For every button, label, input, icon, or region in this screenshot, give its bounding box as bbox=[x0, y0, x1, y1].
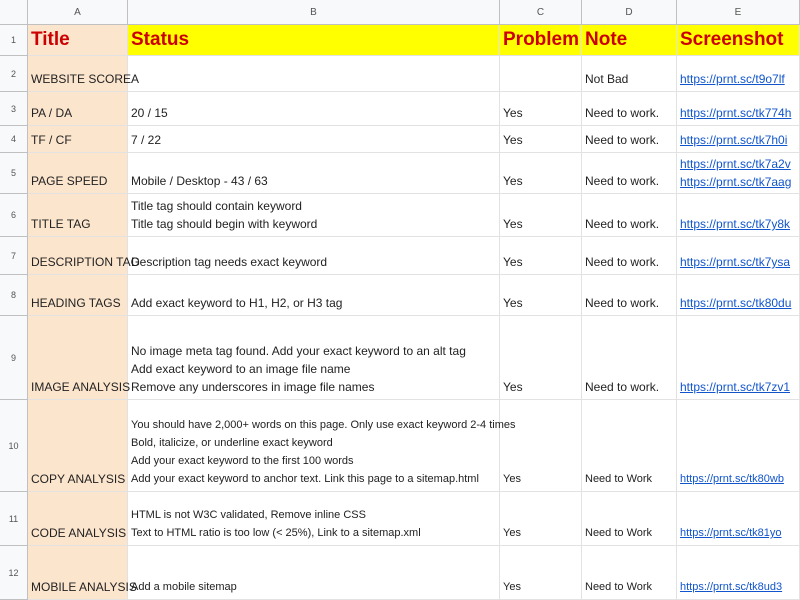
note-cell[interactable] bbox=[582, 400, 677, 492]
cell-text-line: Need to Work bbox=[585, 473, 653, 485]
cell-text-line: Yes bbox=[503, 174, 523, 188]
cell-text-line: Yes bbox=[503, 106, 523, 120]
cell-text-line: Yes bbox=[503, 527, 521, 539]
cell-text-line: You should have 2,000+ words on this page. Only use exact keyword 2-4 times bbox=[131, 419, 516, 431]
cell-text-line: Title tag should begin with keyword bbox=[131, 217, 318, 231]
cell-text-line: Yes bbox=[503, 296, 523, 310]
screenshot-cell[interactable] bbox=[677, 275, 800, 316]
title-cell[interactable] bbox=[28, 492, 128, 546]
note-cell[interactable] bbox=[582, 275, 677, 316]
status-cell[interactable] bbox=[128, 237, 500, 275]
problem-cell[interactable] bbox=[500, 92, 582, 126]
screenshot-link[interactable]: https://prnt.sc/tk81yo bbox=[680, 527, 782, 539]
cell-text-line: Need to work. bbox=[585, 296, 660, 310]
row-number[interactable]: 1 bbox=[0, 25, 28, 56]
screenshot-cell[interactable] bbox=[677, 194, 800, 237]
cell-text-line: DESCRIPTION TAG bbox=[31, 255, 140, 269]
problem-cell[interactable] bbox=[500, 546, 582, 600]
note-cell[interactable] bbox=[582, 126, 677, 153]
row-number[interactable]: 12 bbox=[0, 546, 28, 600]
cell-text-line: Text to HTML ratio is too low (< 25%), Link to a sitemap.xml bbox=[131, 527, 421, 539]
status-cell[interactable] bbox=[128, 153, 500, 194]
screenshot-link[interactable]: https://prnt.sc/tk7h0i bbox=[680, 133, 788, 147]
cell-text-line: Bold, italicize, or underline exact keyword bbox=[131, 437, 333, 449]
status-cell[interactable] bbox=[128, 275, 500, 316]
note-cell[interactable] bbox=[582, 237, 677, 275]
cell-text-line: Add a mobile sitemap bbox=[131, 581, 237, 593]
screenshot-link[interactable]: https://prnt.sc/tk7a2v bbox=[680, 157, 791, 171]
row-number[interactable]: 2 bbox=[0, 56, 28, 92]
title-cell[interactable] bbox=[28, 153, 128, 194]
cell-text-line: Remove any underscores in image file names bbox=[131, 380, 375, 394]
row-number[interactable]: 8 bbox=[0, 275, 28, 316]
screenshot-cell[interactable] bbox=[677, 92, 800, 126]
cell-text-line: No image meta tag found. Add your exact keyword to an alt tag bbox=[131, 344, 466, 358]
screenshot-link[interactable]: https://prnt.sc/tk7y8k bbox=[680, 217, 791, 231]
title-cell[interactable] bbox=[28, 56, 132, 92]
title-cell[interactable] bbox=[28, 316, 131, 400]
screenshot-cell[interactable] bbox=[677, 546, 800, 600]
cell-text-line: COPY ANALYSIS bbox=[31, 472, 126, 486]
cell-text-line: Yes bbox=[503, 133, 523, 147]
column-header-d[interactable]: D bbox=[582, 0, 677, 25]
cell-text-line: HEADING TAGS bbox=[31, 296, 121, 310]
cell-text-line: Title tag should contain keyword bbox=[131, 199, 302, 213]
screenshot-link[interactable]: https://prnt.sc/tk7zv1 bbox=[680, 380, 791, 394]
cell-text-line: Need to work. bbox=[585, 133, 660, 147]
problem-cell[interactable] bbox=[500, 400, 582, 492]
cell-text-line: Add exact keyword to H1, H2, or H3 tag bbox=[131, 296, 343, 310]
cell-text-line: A bbox=[131, 72, 140, 86]
status-cell[interactable] bbox=[128, 316, 500, 400]
header-cell-note[interactable]: Note bbox=[582, 25, 677, 56]
screenshot-link[interactable]: https://prnt.sc/tk7ysa bbox=[680, 255, 791, 269]
cell-text-line: 7 / 22 bbox=[131, 133, 162, 147]
cell-text-line: WEBSITE SCORE bbox=[31, 72, 132, 86]
title-cell[interactable] bbox=[28, 546, 137, 600]
status-cell[interactable] bbox=[128, 492, 500, 546]
cell-text-line: Yes bbox=[503, 581, 521, 593]
cell-text-line: Need to Work bbox=[585, 527, 653, 539]
note-cell[interactable] bbox=[582, 92, 677, 126]
status-cell[interactable] bbox=[128, 92, 500, 126]
problem-cell[interactable] bbox=[500, 316, 582, 400]
screenshot-cell[interactable] bbox=[677, 492, 800, 546]
cell-text-line: MOBILE ANALYSIS bbox=[31, 580, 137, 594]
title-cell[interactable] bbox=[28, 275, 128, 316]
cell-text-line: Description tag needs exact keyword bbox=[131, 255, 328, 269]
problem-cell[interactable] bbox=[500, 153, 582, 194]
cell-text-line: CODE ANALYSIS bbox=[31, 526, 127, 540]
cell-text-line: PAGE SPEED bbox=[31, 174, 108, 188]
cell-text-line: PA / DA bbox=[31, 106, 73, 120]
screenshot-cell[interactable] bbox=[677, 56, 800, 92]
cell-text-line: Need to work. bbox=[585, 217, 660, 231]
title-cell[interactable] bbox=[28, 400, 128, 492]
note-cell[interactable] bbox=[582, 194, 677, 237]
cell-text-line: TITLE TAG bbox=[31, 217, 91, 231]
cell-text-line: Need to work. bbox=[585, 106, 660, 120]
problem-cell[interactable] bbox=[500, 492, 582, 546]
status-cell[interactable] bbox=[128, 126, 500, 153]
corner-cell[interactable] bbox=[0, 0, 28, 25]
header-cell-screenshot[interactable]: Screenshot bbox=[677, 25, 800, 56]
title-cell[interactable] bbox=[28, 126, 128, 153]
cell-text-line: Yes bbox=[503, 255, 523, 269]
problem-cell[interactable] bbox=[500, 275, 582, 316]
cell-text-line: Need to work. bbox=[585, 255, 660, 269]
problem-cell[interactable] bbox=[500, 56, 582, 92]
screenshot-link[interactable]: https://prnt.sc/tk80du bbox=[680, 296, 792, 310]
column-header-c[interactable]: C bbox=[500, 0, 582, 25]
status-cell[interactable] bbox=[128, 546, 500, 600]
screenshot-cell[interactable] bbox=[677, 400, 800, 492]
cell-text-line: Add exact keyword to an image file name bbox=[131, 362, 351, 376]
title-cell[interactable] bbox=[28, 194, 128, 237]
screenshot-link[interactable]: https://prnt.sc/tk80wb bbox=[680, 473, 784, 485]
row-number[interactable]: 9 bbox=[0, 316, 28, 400]
row-number[interactable]: 4 bbox=[0, 126, 28, 153]
screenshot-link[interactable]: https://prnt.sc/t9o7lf bbox=[680, 72, 785, 86]
cell-text-line: Yes bbox=[503, 217, 523, 231]
cell-text-line: Mobile / Desktop - 43 / 63 bbox=[131, 174, 268, 188]
screenshot-link[interactable]: https://prnt.sc/tk8ud3 bbox=[680, 581, 783, 593]
cell-text-line: Add your exact keyword to the first 100 words bbox=[131, 455, 354, 467]
cell-text-line: Add your exact keyword to anchor text. Link this page to a sitemap.html bbox=[131, 473, 479, 485]
cell-text-line: Need to Work bbox=[585, 581, 653, 593]
row-number[interactable]: 6 bbox=[0, 194, 28, 237]
note-cell[interactable] bbox=[582, 153, 677, 194]
title-cell[interactable] bbox=[28, 92, 128, 126]
problem-cell[interactable] bbox=[500, 126, 582, 153]
title-cell[interactable] bbox=[28, 237, 140, 275]
cell-text-line: Yes bbox=[503, 380, 523, 394]
header-cell-status[interactable]: Status bbox=[128, 25, 500, 56]
cell-text-line: Not Bad bbox=[585, 72, 629, 86]
header-cell-title[interactable]: Title bbox=[28, 25, 128, 56]
column-header-e[interactable]: E bbox=[677, 0, 800, 25]
cell-text-line: Need to work. bbox=[585, 174, 660, 188]
screenshot-cell[interactable] bbox=[677, 126, 800, 153]
screenshot-link[interactable]: https://prnt.sc/tk7aag bbox=[680, 175, 792, 189]
header-cell-problem[interactable]: Problem bbox=[500, 25, 582, 56]
note-cell[interactable] bbox=[582, 56, 677, 92]
cell-text-line: Yes bbox=[503, 473, 521, 485]
column-header-a[interactable]: A bbox=[28, 0, 128, 25]
problem-cell[interactable] bbox=[500, 194, 582, 237]
column-header-b[interactable]: B bbox=[128, 0, 500, 25]
row-number[interactable]: 5 bbox=[0, 153, 28, 194]
row-number[interactable]: 3 bbox=[0, 92, 28, 126]
status-cell[interactable] bbox=[128, 194, 500, 237]
note-cell[interactable] bbox=[582, 546, 677, 600]
cell-text-line: HTML is not W3C validated, Remove inline CSS bbox=[131, 509, 366, 521]
screenshot-cell[interactable] bbox=[677, 316, 800, 400]
screenshot-cell[interactable] bbox=[677, 237, 800, 275]
row-number[interactable]: 10 bbox=[0, 400, 28, 492]
row-number[interactable]: 7 bbox=[0, 237, 28, 275]
cell-text-line: Need to work. bbox=[585, 380, 660, 394]
problem-cell[interactable] bbox=[500, 237, 582, 275]
row-number[interactable]: 11 bbox=[0, 492, 28, 546]
cell-text-line: IMAGE ANALYSIS bbox=[31, 380, 131, 394]
status-cell[interactable] bbox=[128, 56, 500, 92]
cell-text-line: TF / CF bbox=[31, 133, 72, 147]
note-cell[interactable] bbox=[582, 316, 677, 400]
screenshot-cell[interactable] bbox=[677, 153, 800, 194]
note-cell[interactable] bbox=[582, 492, 677, 546]
cell-text-line: 20 / 15 bbox=[131, 106, 168, 120]
screenshot-link[interactable]: https://prnt.sc/tk774h bbox=[680, 106, 792, 120]
